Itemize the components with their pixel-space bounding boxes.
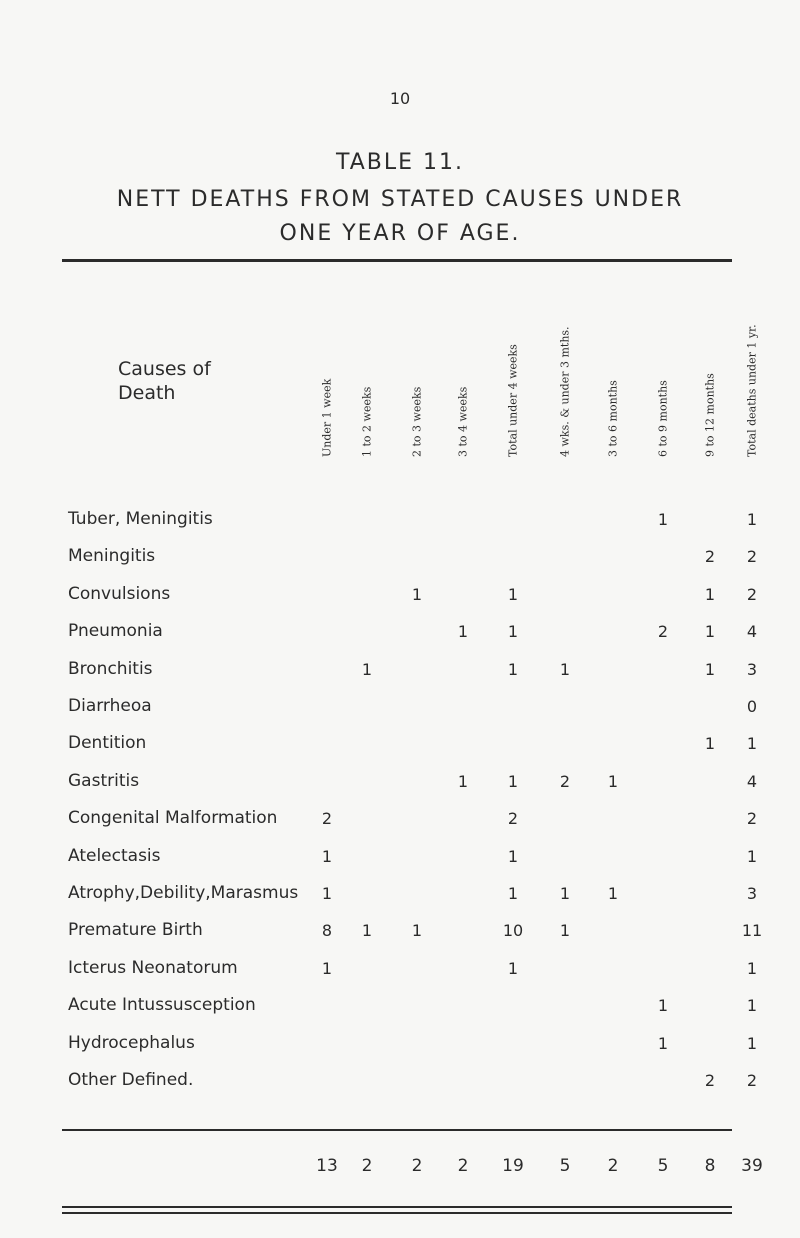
cell-value: 4 [746,622,758,642]
cause-label: Atelectasis [68,845,161,866]
column-header-label: Under 1 week [320,378,334,457]
cell-value: 1 [321,846,333,866]
cell-value: 3 [746,884,758,903]
cell-value: 2 [746,584,758,604]
cell-value: 1 [507,884,519,903]
cell-value: 1 [657,1033,669,1053]
cell-value: 2 [657,622,669,642]
column-header-4 [451,300,475,470]
cell-value: 8 [321,921,333,941]
total-value: 39 [741,1156,763,1176]
cell-value: 1 [559,884,571,903]
cell-value: 1 [457,771,469,791]
total-value: 5 [657,1156,669,1176]
cell-value: 1 [657,510,669,529]
total-value: 19 [502,1156,524,1176]
total-value: 5 [559,1156,571,1176]
causes-header-line2: Death [118,382,176,404]
cell-value: 1 [507,659,519,679]
cell-value: 1 [411,584,423,604]
column-header-1 [315,300,339,470]
cell-value: 1 [746,510,758,529]
cause-label: Pneumonia [68,621,163,642]
column-header-label: 3 to 4 weeks [456,386,470,457]
total-value: 2 [457,1156,469,1176]
cause-label: Premature Birth [68,920,203,941]
cell-value: 3 [746,659,758,679]
cause-label: Gastritis [68,770,140,791]
total-value: 2 [607,1156,619,1176]
cell-value: 1 [746,996,758,1016]
cell-value: 2 [507,809,519,829]
cause-label: Congenital Malformation [68,808,278,829]
cell-value: 1 [704,584,716,604]
cell-value: 1 [361,659,373,679]
column-header-label: 6 to 9 months [656,380,670,457]
cell-value: 1 [507,771,519,791]
cell-value: 1 [321,884,333,903]
top-rule [62,259,732,262]
cell-value: 1 [411,921,423,941]
cell-value: 1 [746,846,758,866]
cause-label: Tuber, Meningitis [68,509,213,529]
cell-value: 1 [746,734,758,754]
cell-value: 2 [746,547,758,567]
cell-value: 1 [704,659,716,679]
total-value: 8 [704,1156,716,1176]
cell-value: 1 [507,622,519,642]
column-header-6 [553,300,577,470]
cell-value: 4 [746,771,758,791]
cause-label: Hydrocephalus [68,1032,195,1053]
cell-value: 1 [657,996,669,1016]
table-subtitle-line2: ONE YEAR OF AGE. [279,221,521,246]
column-header-5 [501,300,525,470]
cell-value: 1 [559,659,571,679]
cause-label: Meningitis [68,546,156,567]
cell-value: 2 [746,1071,758,1090]
column-header-label: 9 to 12 months [703,373,717,457]
column-header-label: Total under 4 weeks [506,344,520,457]
cell-value: 2 [746,809,758,829]
cell-value: 1 [507,846,519,866]
cell-value: 1 [361,921,373,941]
cause-label: Dentition [68,733,147,754]
column-header-label: 4 wks. & under 3 mths. [558,326,572,457]
column-header-8 [651,300,675,470]
cell-value: 2 [704,547,716,567]
total-value: 2 [411,1156,423,1176]
column-header-label: Total deaths under 1 yr. [745,324,759,457]
table-subtitle-line1: NETT DEATHS FROM STATED CAUSES UNDER [116,187,684,212]
column-header-label: 1 to 2 weeks [360,386,374,457]
column-header-7 [601,300,625,470]
cell-value: 1 [457,622,469,642]
cell-value: 0 [746,697,758,716]
cell-value: 1 [507,584,519,604]
cause-label: Other Defined. [68,1070,194,1090]
cause-label: Icterus Neonatorum [68,957,238,978]
cell-value: 11 [741,921,763,941]
cell-value: 1 [704,622,716,642]
column-header-9 [698,300,722,470]
totals-rule-top [62,1129,732,1131]
column-header-label: 2 to 3 weeks [410,386,424,457]
bottom-rule-2 [62,1212,732,1214]
cell-value: 10 [502,921,524,941]
cell-value: 1 [607,884,619,903]
bottom-rule-1 [62,1206,732,1208]
cell-value: 1 [607,771,619,791]
cause-label: Bronchitis [68,658,153,679]
cause-label: Convulsions [68,583,171,604]
cause-label: Diarrheoa [68,696,152,716]
cell-value: 2 [321,809,333,829]
cause-label: Acute Intussusception [68,995,256,1016]
total-value: 2 [361,1156,373,1176]
column-header-10 [740,300,764,470]
cell-value: 1 [704,734,716,754]
column-header-3 [405,300,429,470]
cell-value: 1 [746,1033,758,1053]
cell-value: 2 [704,1071,716,1090]
causes-header-line1: Causes of [118,358,211,380]
cell-value: 1 [559,921,571,941]
cell-value: 1 [507,958,519,978]
table-label: TABLE 11. [335,150,464,175]
cause-label: Atrophy,Debility,Marasmus [68,883,299,903]
cell-value: 2 [559,771,571,791]
column-header-2 [355,300,379,470]
page-number: 10 [389,89,411,108]
cell-value: 1 [321,958,333,978]
total-value: 13 [316,1156,338,1176]
cell-value: 1 [746,958,758,978]
column-header-label: 3 to 6 months [606,380,620,457]
